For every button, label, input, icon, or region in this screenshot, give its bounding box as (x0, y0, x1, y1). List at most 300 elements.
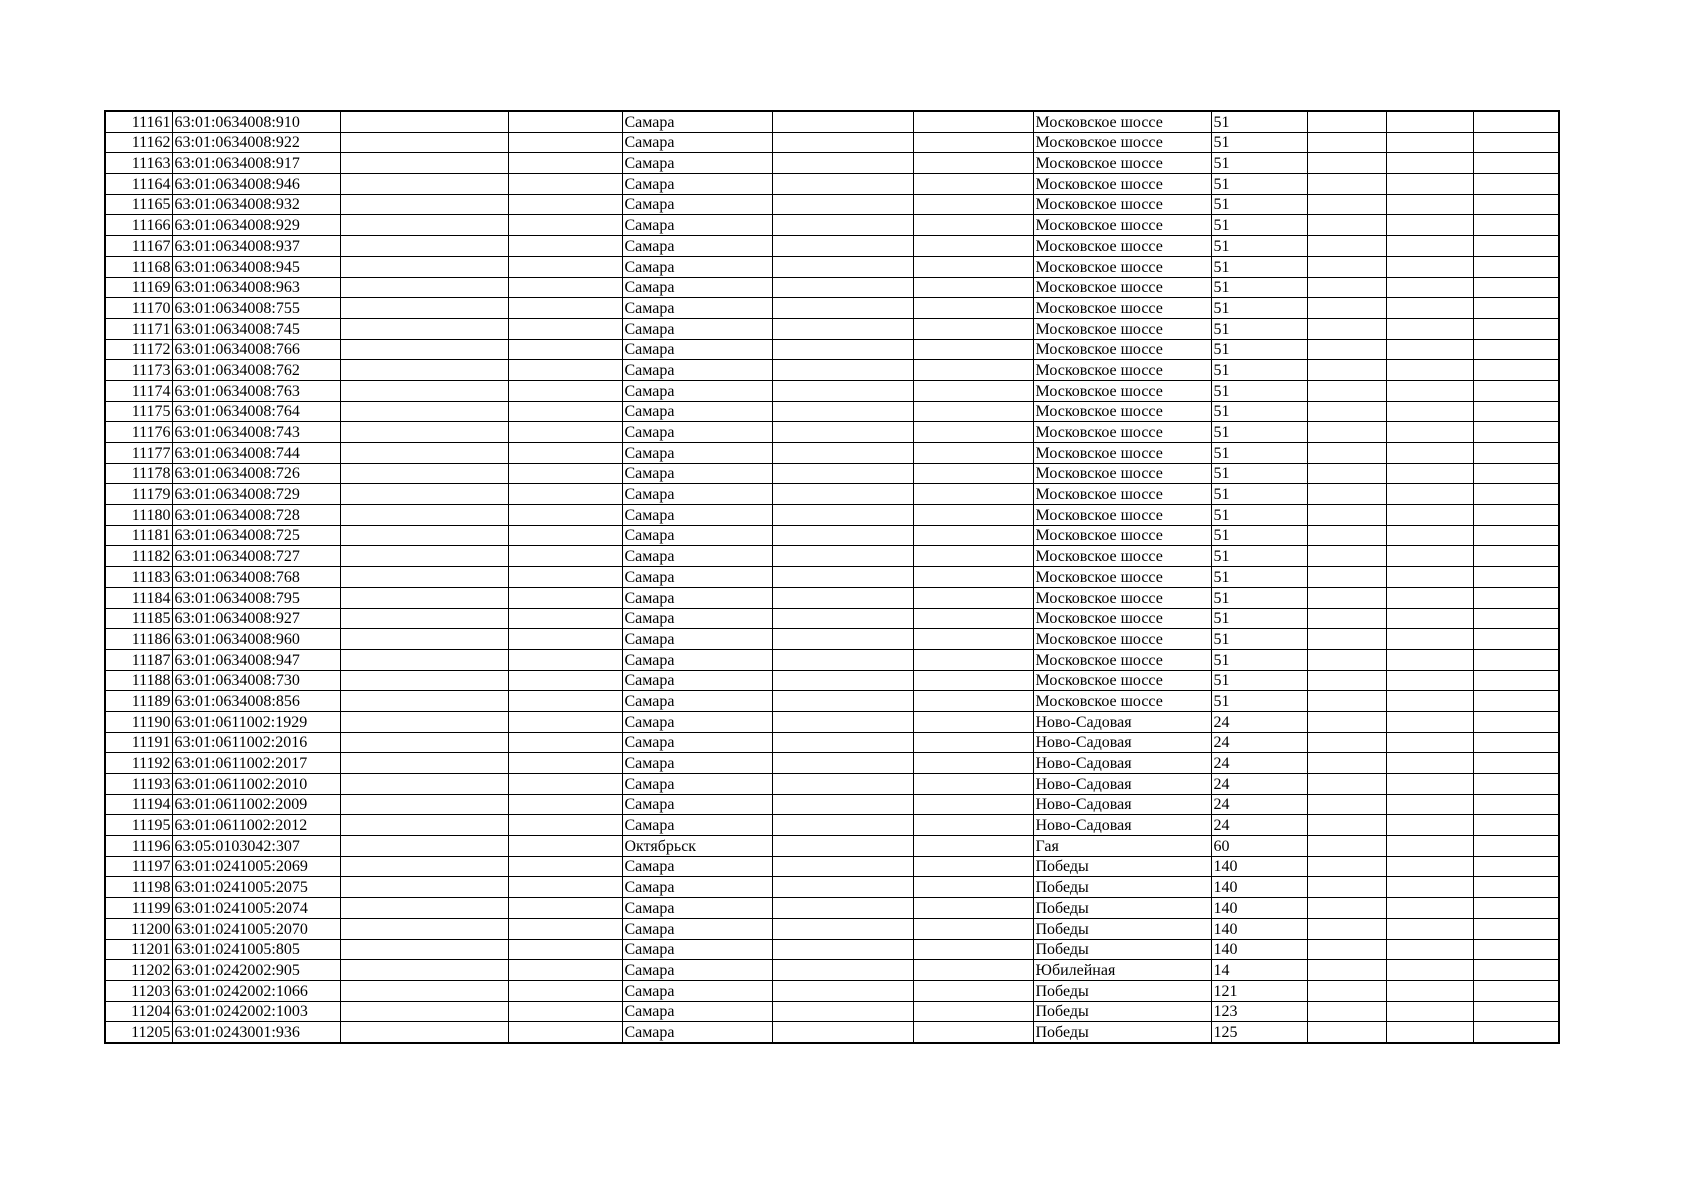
empty-cell (340, 753, 508, 774)
empty-cell (508, 298, 622, 319)
cadastral-number-cell: 63:01:0634008:917 (172, 153, 340, 174)
row-number-cell: 11165 (105, 194, 172, 215)
street-cell: Ново-Садовая (1033, 774, 1211, 795)
empty-cell (1307, 339, 1386, 360)
empty-cell (1386, 711, 1473, 732)
empty-cell (508, 194, 622, 215)
empty-cell (508, 1022, 622, 1043)
empty-cell (913, 236, 1033, 257)
row-number-cell: 11169 (105, 277, 172, 298)
empty-cell (1386, 236, 1473, 257)
house-number-cell: 51 (1211, 111, 1307, 132)
street-cell: Московское шоссе (1033, 339, 1211, 360)
cadastral-number-cell: 63:01:0242002:1066 (172, 980, 340, 1001)
empty-cell (913, 691, 1033, 712)
empty-cell (1473, 277, 1559, 298)
cadastral-number-cell: 63:01:0241005:2075 (172, 877, 340, 898)
table-row (105, 401, 1559, 422)
street-cell: Московское шоссе (1033, 443, 1211, 464)
row-number-cell: 11161 (105, 111, 172, 132)
street-cell: Ново-Садовая (1033, 711, 1211, 732)
city-cell: Самара (622, 877, 772, 898)
city-cell: Самара (622, 546, 772, 567)
empty-cell (913, 939, 1033, 960)
empty-cell (1386, 1001, 1473, 1022)
empty-cell (1473, 546, 1559, 567)
empty-cell (1307, 298, 1386, 319)
street-cell: Московское шоссе (1033, 380, 1211, 401)
house-number-cell: 51 (1211, 670, 1307, 691)
empty-cell (1473, 608, 1559, 629)
empty-cell (340, 484, 508, 505)
street-cell: Ново-Садовая (1033, 753, 1211, 774)
table-row (105, 774, 1559, 795)
empty-cell (772, 298, 913, 319)
empty-cell (1386, 815, 1473, 836)
empty-cell (913, 132, 1033, 153)
row-number-cell: 11167 (105, 236, 172, 257)
city-cell: Самара (622, 567, 772, 588)
empty-cell (1473, 484, 1559, 505)
empty-cell (508, 670, 622, 691)
row-number-cell: 11172 (105, 339, 172, 360)
empty-cell (772, 939, 913, 960)
row-number-cell: 11203 (105, 980, 172, 1001)
street-cell: Московское шоссе (1033, 649, 1211, 670)
empty-cell (1473, 587, 1559, 608)
empty-cell (1473, 256, 1559, 277)
cadastral-number-cell: 63:01:0634008:762 (172, 360, 340, 381)
table-row (105, 608, 1559, 629)
empty-cell (1473, 774, 1559, 795)
house-number-cell: 140 (1211, 898, 1307, 919)
cadastral-number-cell: 63:01:0634008:960 (172, 629, 340, 650)
data-table (104, 110, 1560, 1044)
empty-cell (508, 608, 622, 629)
empty-cell (1307, 753, 1386, 774)
street-cell: Московское шоссе (1033, 525, 1211, 546)
empty-cell (772, 649, 913, 670)
city-cell: Самара (622, 153, 772, 174)
empty-cell (1386, 463, 1473, 484)
cadastral-number-cell: 63:01:0611002:2016 (172, 732, 340, 753)
empty-cell (340, 339, 508, 360)
empty-cell (913, 774, 1033, 795)
table-row (105, 380, 1559, 401)
city-cell: Самара (622, 856, 772, 877)
table-row (105, 980, 1559, 1001)
empty-cell (772, 753, 913, 774)
empty-cell (913, 670, 1033, 691)
empty-cell (1307, 360, 1386, 381)
empty-cell (1307, 877, 1386, 898)
empty-cell (1307, 794, 1386, 815)
row-number-cell: 11176 (105, 422, 172, 443)
empty-cell (508, 339, 622, 360)
empty-cell (340, 277, 508, 298)
street-cell: Московское шоссе (1033, 691, 1211, 712)
table-row (105, 794, 1559, 815)
empty-cell (1386, 774, 1473, 795)
city-cell: Самара (622, 256, 772, 277)
house-number-cell: 51 (1211, 380, 1307, 401)
cadastral-number-cell: 63:01:0634008:922 (172, 132, 340, 153)
table-row (105, 691, 1559, 712)
table-row (105, 1001, 1559, 1022)
cadastral-number-cell: 63:01:0611002:2012 (172, 815, 340, 836)
empty-cell (340, 546, 508, 567)
table-row (105, 939, 1559, 960)
empty-cell (1473, 1022, 1559, 1043)
empty-cell (913, 856, 1033, 877)
empty-cell (340, 194, 508, 215)
empty-cell (1307, 836, 1386, 857)
city-cell: Самара (622, 236, 772, 257)
street-cell: Победы (1033, 877, 1211, 898)
row-number-cell: 11178 (105, 463, 172, 484)
empty-cell (913, 360, 1033, 381)
city-cell: Самара (622, 815, 772, 836)
empty-cell (772, 960, 913, 981)
city-cell: Самара (622, 753, 772, 774)
city-cell: Самара (622, 939, 772, 960)
table-row (105, 546, 1559, 567)
street-cell: Ново-Садовая (1033, 815, 1211, 836)
table-row (105, 298, 1559, 319)
empty-cell (508, 546, 622, 567)
empty-cell (508, 794, 622, 815)
empty-cell (772, 898, 913, 919)
street-cell: Московское шоссе (1033, 422, 1211, 443)
empty-cell (1307, 236, 1386, 257)
table-row (105, 277, 1559, 298)
empty-cell (1473, 463, 1559, 484)
empty-cell (1307, 174, 1386, 195)
empty-cell (340, 815, 508, 836)
empty-cell (1473, 401, 1559, 422)
empty-cell (1386, 153, 1473, 174)
empty-cell (913, 153, 1033, 174)
empty-cell (1473, 629, 1559, 650)
row-number-cell: 11179 (105, 484, 172, 505)
empty-cell (913, 215, 1033, 236)
empty-cell (913, 960, 1033, 981)
house-number-cell: 121 (1211, 980, 1307, 1001)
table-row (105, 318, 1559, 339)
empty-cell (340, 898, 508, 919)
row-number-cell: 11196 (105, 836, 172, 857)
house-number-cell: 51 (1211, 339, 1307, 360)
table-row (105, 174, 1559, 195)
empty-cell (1473, 360, 1559, 381)
empty-cell (1473, 422, 1559, 443)
empty-cell (508, 380, 622, 401)
empty-cell (1473, 670, 1559, 691)
empty-cell (508, 836, 622, 857)
empty-cell (1473, 898, 1559, 919)
empty-cell (1473, 1001, 1559, 1022)
empty-cell (913, 546, 1033, 567)
empty-cell (508, 567, 622, 588)
empty-cell (1307, 111, 1386, 132)
empty-cell (772, 877, 913, 898)
city-cell: Самара (622, 111, 772, 132)
empty-cell (772, 794, 913, 815)
table-row (105, 236, 1559, 257)
empty-cell (340, 691, 508, 712)
table-row (105, 649, 1559, 670)
city-cell: Самара (622, 194, 772, 215)
empty-cell (1386, 194, 1473, 215)
cadastral-number-cell: 63:01:0611002:2009 (172, 794, 340, 815)
house-number-cell: 51 (1211, 153, 1307, 174)
empty-cell (772, 836, 913, 857)
cadastral-number-cell: 63:01:0634008:729 (172, 484, 340, 505)
empty-cell (913, 443, 1033, 464)
empty-cell (772, 629, 913, 650)
empty-cell (1307, 939, 1386, 960)
cadastral-number-cell: 63:01:0634008:768 (172, 567, 340, 588)
empty-cell (913, 898, 1033, 919)
house-number-cell: 51 (1211, 132, 1307, 153)
row-number-cell: 11182 (105, 546, 172, 567)
street-cell: Московское шоссе (1033, 546, 1211, 567)
empty-cell (913, 525, 1033, 546)
city-cell: Самара (622, 898, 772, 919)
row-number-cell: 11166 (105, 215, 172, 236)
city-cell: Самара (622, 711, 772, 732)
city-cell: Самара (622, 732, 772, 753)
empty-cell (1386, 484, 1473, 505)
row-number-cell: 11173 (105, 360, 172, 381)
empty-cell (508, 877, 622, 898)
city-cell: Самара (622, 629, 772, 650)
table-row (105, 629, 1559, 650)
house-number-cell: 14 (1211, 960, 1307, 981)
empty-cell (772, 774, 913, 795)
cadastral-number-cell: 63:01:0634008:766 (172, 339, 340, 360)
cadastral-number-cell: 63:01:0241005:2074 (172, 898, 340, 919)
house-number-cell: 60 (1211, 836, 1307, 857)
empty-cell (340, 567, 508, 588)
empty-cell (913, 567, 1033, 588)
empty-cell (508, 629, 622, 650)
empty-cell (508, 277, 622, 298)
empty-cell (1386, 649, 1473, 670)
cadastral-number-cell: 63:01:0634008:946 (172, 174, 340, 195)
empty-cell (772, 567, 913, 588)
table-row (105, 877, 1559, 898)
empty-cell (508, 649, 622, 670)
street-cell: Московское шоссе (1033, 567, 1211, 588)
city-cell: Самара (622, 298, 772, 319)
cadastral-number-cell: 63:01:0242002:1003 (172, 1001, 340, 1022)
street-cell: Московское шоссе (1033, 215, 1211, 236)
empty-cell (508, 360, 622, 381)
empty-cell (1386, 732, 1473, 753)
row-number-cell: 11191 (105, 732, 172, 753)
empty-cell (508, 525, 622, 546)
street-cell: Московское шоссе (1033, 277, 1211, 298)
row-number-cell: 11181 (105, 525, 172, 546)
house-number-cell: 24 (1211, 711, 1307, 732)
empty-cell (1386, 174, 1473, 195)
street-cell: Московское шоссе (1033, 298, 1211, 319)
empty-cell (1307, 691, 1386, 712)
empty-cell (340, 608, 508, 629)
empty-cell (772, 1022, 913, 1043)
empty-cell (1307, 194, 1386, 215)
empty-cell (913, 649, 1033, 670)
empty-cell (1386, 401, 1473, 422)
empty-cell (1307, 815, 1386, 836)
city-cell: Самара (622, 774, 772, 795)
empty-cell (340, 732, 508, 753)
empty-cell (1473, 567, 1559, 588)
row-number-cell: 11183 (105, 567, 172, 588)
house-number-cell: 51 (1211, 422, 1307, 443)
cadastral-number-cell: 63:01:0634008:743 (172, 422, 340, 443)
cadastral-number-cell: 63:01:0634008:755 (172, 298, 340, 319)
house-number-cell: 51 (1211, 484, 1307, 505)
empty-cell (1307, 525, 1386, 546)
row-number-cell: 11164 (105, 174, 172, 195)
empty-cell (1473, 753, 1559, 774)
empty-cell (1386, 753, 1473, 774)
row-number-cell: 11190 (105, 711, 172, 732)
empty-cell (913, 753, 1033, 774)
city-cell: Самара (622, 443, 772, 464)
city-cell: Самара (622, 339, 772, 360)
empty-cell (508, 422, 622, 443)
empty-cell (508, 132, 622, 153)
cadastral-number-cell: 63:01:0634008:726 (172, 463, 340, 484)
empty-cell (1473, 298, 1559, 319)
house-number-cell: 51 (1211, 691, 1307, 712)
empty-cell (913, 1001, 1033, 1022)
row-number-cell: 11198 (105, 877, 172, 898)
empty-cell (340, 505, 508, 526)
empty-cell (1307, 1001, 1386, 1022)
row-number-cell: 11186 (105, 629, 172, 650)
table-row (105, 898, 1559, 919)
empty-cell (1307, 732, 1386, 753)
empty-cell (508, 318, 622, 339)
empty-cell (1307, 422, 1386, 443)
street-cell: Московское шоссе (1033, 111, 1211, 132)
empty-cell (1473, 215, 1559, 236)
empty-cell (340, 587, 508, 608)
empty-cell (772, 732, 913, 753)
street-cell: Московское шоссе (1033, 484, 1211, 505)
empty-cell (913, 401, 1033, 422)
table-row (105, 525, 1559, 546)
empty-cell (340, 525, 508, 546)
table-row (105, 463, 1559, 484)
empty-cell (1386, 111, 1473, 132)
empty-cell (340, 836, 508, 857)
street-cell: Ново-Садовая (1033, 794, 1211, 815)
empty-cell (1473, 691, 1559, 712)
city-cell: Самара (622, 174, 772, 195)
empty-cell (340, 380, 508, 401)
city-cell: Самара (622, 691, 772, 712)
empty-cell (772, 380, 913, 401)
empty-cell (913, 277, 1033, 298)
empty-cell (1307, 463, 1386, 484)
empty-cell (913, 463, 1033, 484)
empty-cell (1473, 856, 1559, 877)
empty-cell (508, 898, 622, 919)
row-number-cell: 11163 (105, 153, 172, 174)
empty-cell (772, 463, 913, 484)
empty-cell (913, 111, 1033, 132)
empty-cell (1386, 856, 1473, 877)
empty-cell (1386, 960, 1473, 981)
street-cell: Московское шоссе (1033, 670, 1211, 691)
empty-cell (508, 587, 622, 608)
house-number-cell: 125 (1211, 1022, 1307, 1043)
house-number-cell: 140 (1211, 856, 1307, 877)
city-cell: Самара (622, 525, 772, 546)
house-number-cell: 51 (1211, 318, 1307, 339)
empty-cell (1307, 608, 1386, 629)
empty-cell (508, 815, 622, 836)
empty-cell (1473, 111, 1559, 132)
table-row (105, 256, 1559, 277)
empty-cell (508, 1001, 622, 1022)
street-cell: Московское шоссе (1033, 463, 1211, 484)
house-number-cell: 51 (1211, 546, 1307, 567)
cadastral-number-cell: 63:01:0243001:936 (172, 1022, 340, 1043)
street-cell: Московское шоссе (1033, 401, 1211, 422)
street-cell: Победы (1033, 856, 1211, 877)
empty-cell (913, 608, 1033, 629)
house-number-cell: 24 (1211, 753, 1307, 774)
empty-cell (913, 629, 1033, 650)
city-cell: Самара (622, 215, 772, 236)
empty-cell (772, 422, 913, 443)
empty-cell (340, 856, 508, 877)
empty-cell (1307, 670, 1386, 691)
empty-cell (508, 691, 622, 712)
empty-cell (1307, 443, 1386, 464)
house-number-cell: 140 (1211, 918, 1307, 939)
city-cell: Самара (622, 380, 772, 401)
row-number-cell: 11188 (105, 670, 172, 691)
cadastral-number-cell: 63:01:0634008:945 (172, 256, 340, 277)
cadastral-number-cell: 63:01:0634008:929 (172, 215, 340, 236)
empty-cell (340, 670, 508, 691)
house-number-cell: 51 (1211, 215, 1307, 236)
empty-cell (1473, 236, 1559, 257)
row-number-cell: 11184 (105, 587, 172, 608)
empty-cell (508, 463, 622, 484)
empty-cell (1307, 256, 1386, 277)
cadastral-number-cell: 63:01:0634008:947 (172, 649, 340, 670)
empty-cell (340, 236, 508, 257)
empty-cell (772, 608, 913, 629)
empty-cell (1473, 174, 1559, 195)
empty-cell (913, 505, 1033, 526)
empty-cell (1473, 836, 1559, 857)
row-number-cell: 11187 (105, 649, 172, 670)
empty-cell (508, 918, 622, 939)
house-number-cell: 51 (1211, 463, 1307, 484)
empty-cell (772, 505, 913, 526)
empty-cell (340, 132, 508, 153)
cadastral-number-cell: 63:01:0241005:2070 (172, 918, 340, 939)
